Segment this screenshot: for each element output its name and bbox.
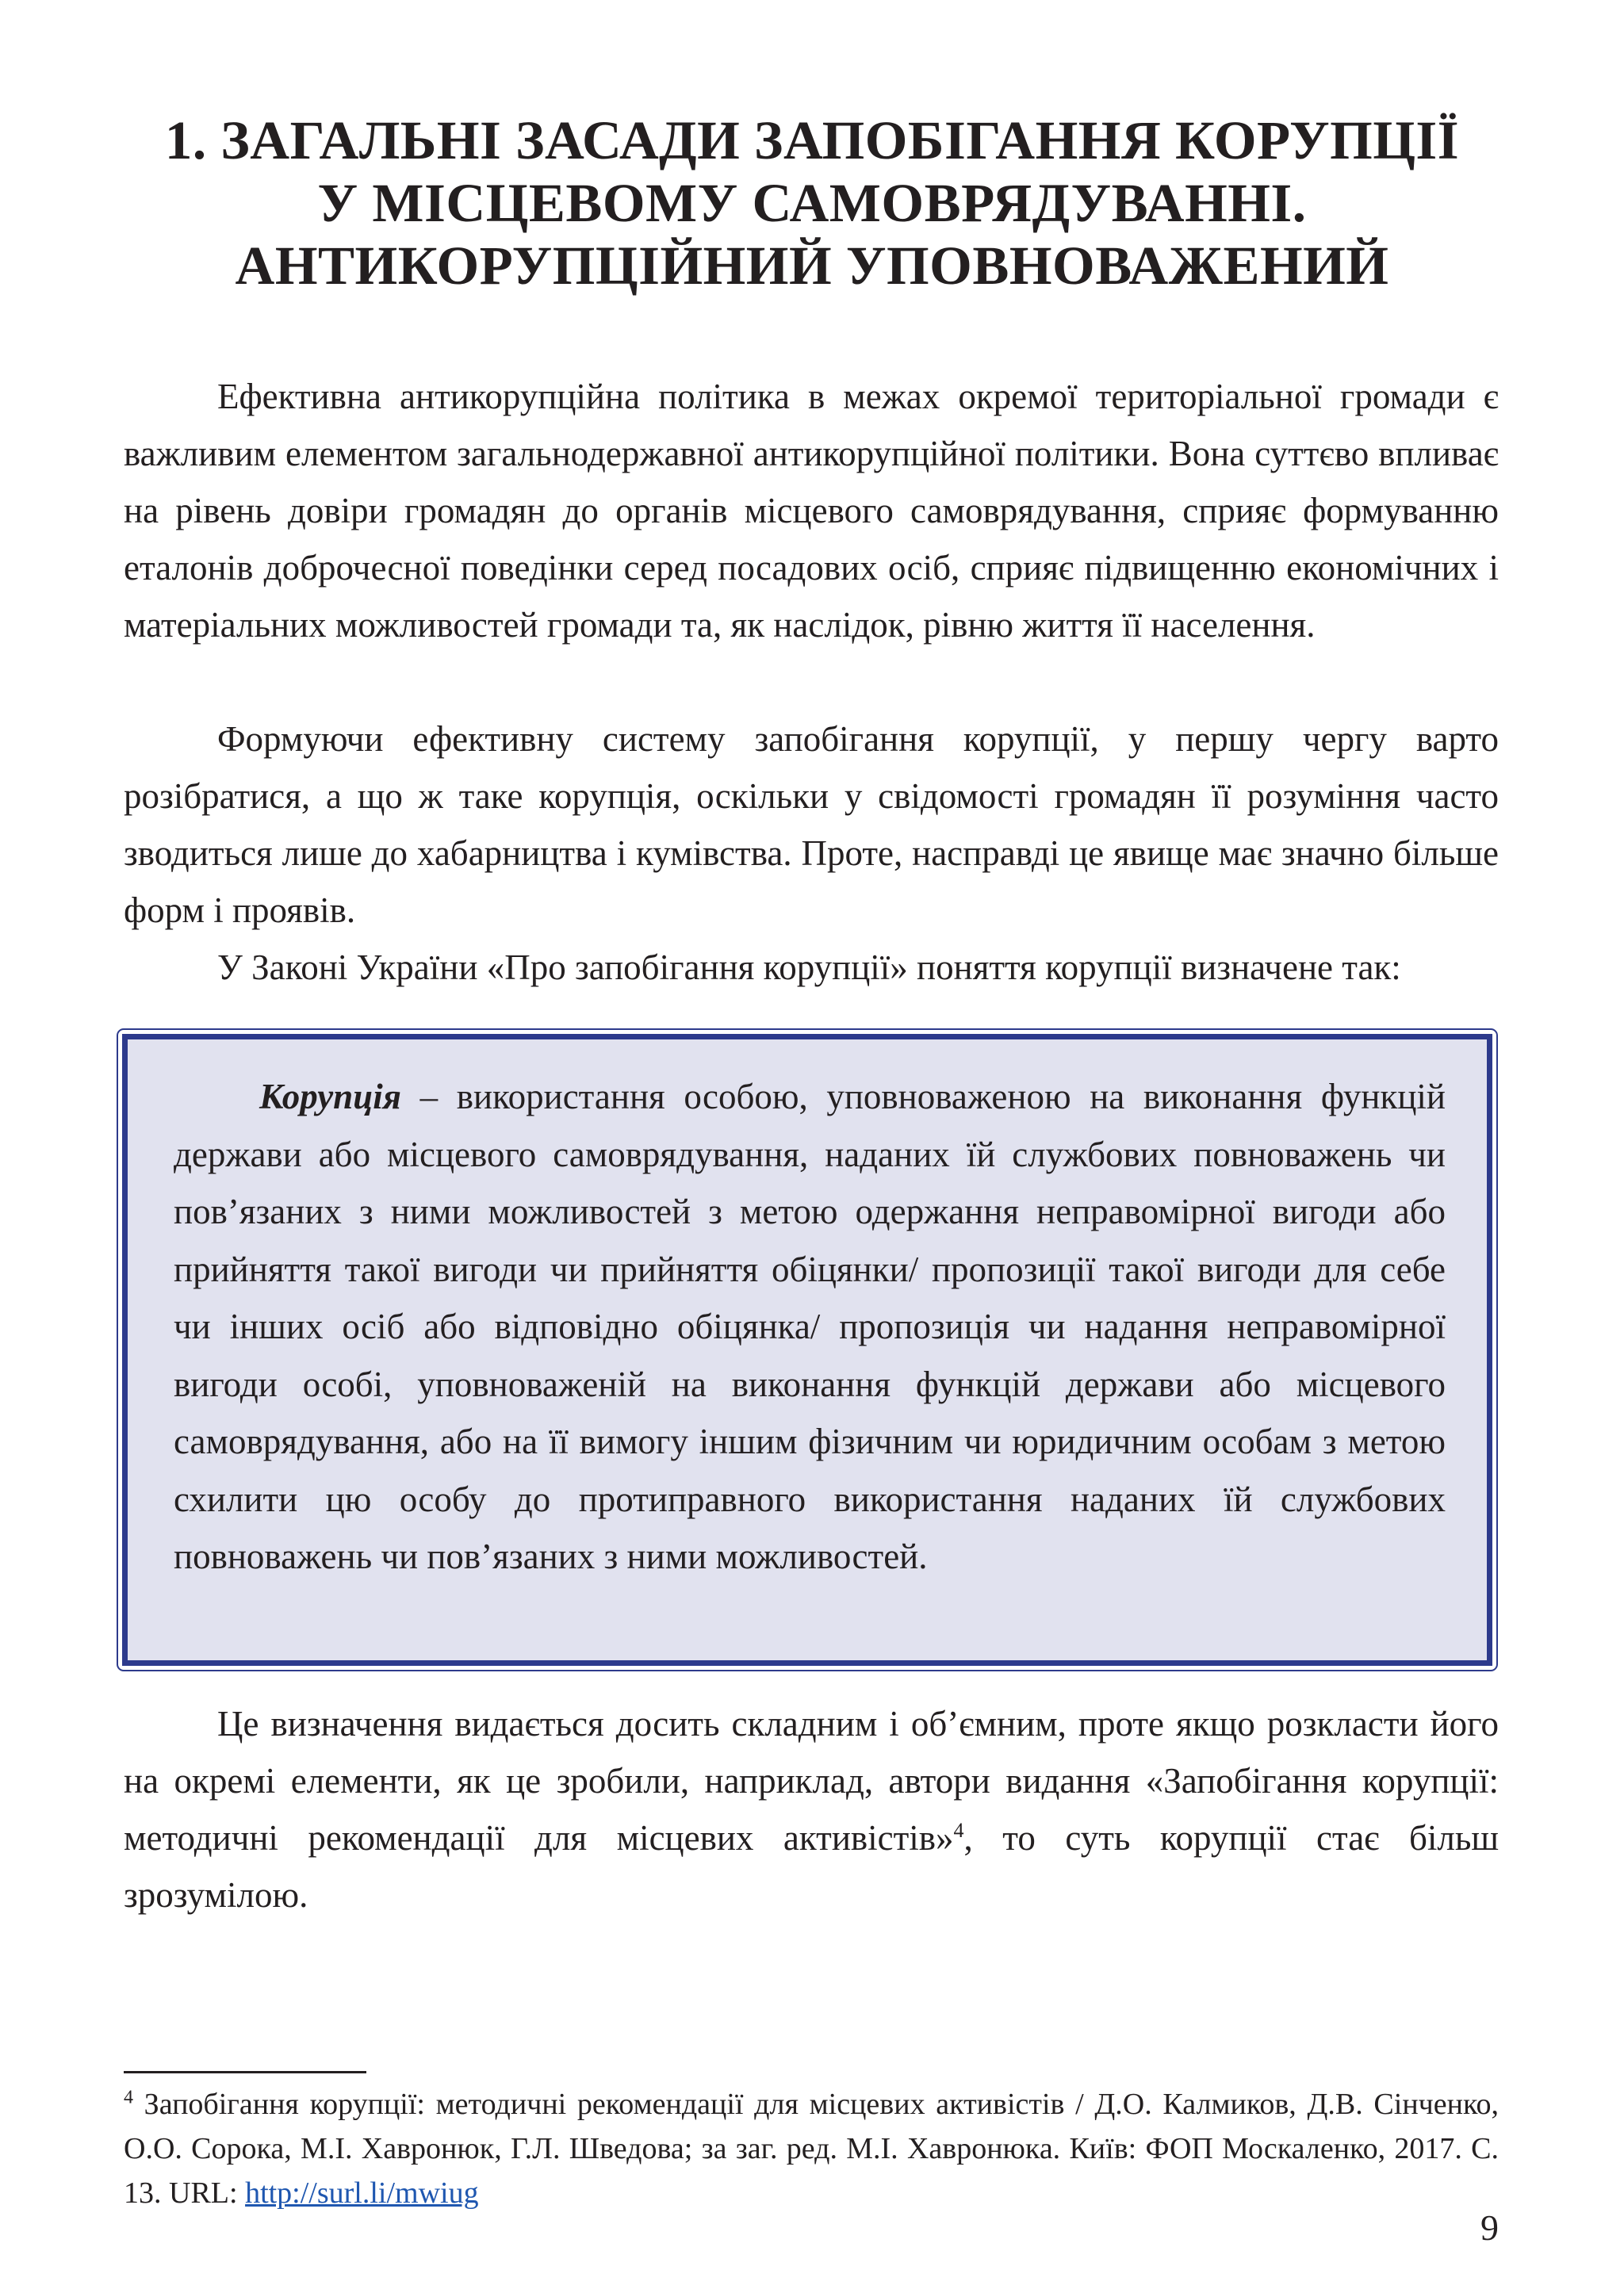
paragraph-closing-text: Це визначення видається досить складним і об’ємним, проте якщо розкласти його на окремі елементи, як це зробили, наприклад, автори видання «Запобігання корупції: методичні рекомендації для місцевих активістів» bbox=[124, 1704, 1499, 1858]
footnote bbox=[124, 2082, 1499, 2215]
footnote-mark: 4 bbox=[124, 2087, 133, 2108]
paragraph-definition-context bbox=[124, 710, 1499, 939]
paragraph-closing-tail: , то суть корупції стає більш зрозумілою. bbox=[124, 1818, 1499, 1915]
definition-term: Корупція bbox=[259, 1077, 401, 1116]
title-line-3: АНТИКОРУПЦІЙНИЙ УПОВНОВАЖЕНИЙ bbox=[235, 235, 1389, 296]
definition-box-inner bbox=[122, 1034, 1492, 1666]
paragraph-law-reference-text: У Законі України «Про запобігання корупції» поняття корупції визначене так: bbox=[217, 947, 1401, 987]
page-number: 9 bbox=[1480, 2207, 1499, 2248]
paragraph-intro-text: Ефективна антикорупційна політика в межах окремої територіальної громади є важливим елементом загальнодержавної антикорупційної політики. Вона суттєво впливає на рівень довіри громадян до органів місцевого самоврядування, сприяє формуванню еталонів доброчесної поведінки серед посадових осіб, сприяє підвищенню економічних і матеріальних можливостей громади та, як наслідок, рівню життя її населення. bbox=[124, 377, 1499, 645]
footnote-link[interactable]: http://surl.li/mwiug bbox=[245, 2176, 479, 2210]
paragraph-intro bbox=[124, 368, 1499, 653]
definition-box bbox=[117, 1028, 1498, 1671]
footnote-text: Запобігання корупції: методичні рекомендації для місцевих активістів / Д.О. Калмиков, Д.В. Сінченко, О.О. Сорока, М.І. Хавронюк, Г.Л. Шведова; за заг. ред. М.І. Хавронюка. Київ: ФОП Москаленко, 2017. С. 13. URL: bbox=[124, 2088, 1499, 2210]
paragraph-definition-context-text: Формуючи ефективну систему запобігання корупції, у першу чергу варто розібратися, а що ж таке корупція, оскільки у свідомості громадян її розуміння часто зводиться лише до хабарництва і кумівства. Проте, насправді це явище має значно більше форм і проявів. bbox=[124, 719, 1499, 930]
definition-text bbox=[174, 1068, 1446, 1586]
paragraph-law-reference bbox=[124, 939, 1499, 996]
footnote-reference[interactable]: 4 bbox=[953, 1819, 964, 1842]
paragraph-closing bbox=[124, 1695, 1499, 1924]
title-line-2: У МІСЦЕВОМУ САМОВРЯДУВАННІ. bbox=[317, 173, 1307, 233]
definition-body: – використання особою, уповноваженою на виконання функцій держави або місцевого самоврядування, наданих їй службових повноважень чи пов’язаних з ними можливостей з метою одержання неправомірної вигоди або прийняття такої вигоди чи прийняття обіцянки/ пропозиції такої вигоди для себе чи інших осіб або відповідно обіцянка/ пропозиція чи надання неправомірної вигоди особі, уповноваженій на виконання функцій держави або місцевого самоврядування, або на її вимогу іншим фізичним чи юридичним особам з метою схилити цю особу до протиправного використання наданих їй службових повноважень чи пов’язаних з ними можливостей. bbox=[174, 1077, 1446, 1576]
title-line-1: 1. ЗАГАЛЬНІ ЗАСАДИ ЗАПОБІГАННЯ КОРУПЦІЇ bbox=[164, 110, 1460, 170]
page-title bbox=[119, 109, 1505, 297]
footnote-divider bbox=[124, 2071, 366, 2073]
